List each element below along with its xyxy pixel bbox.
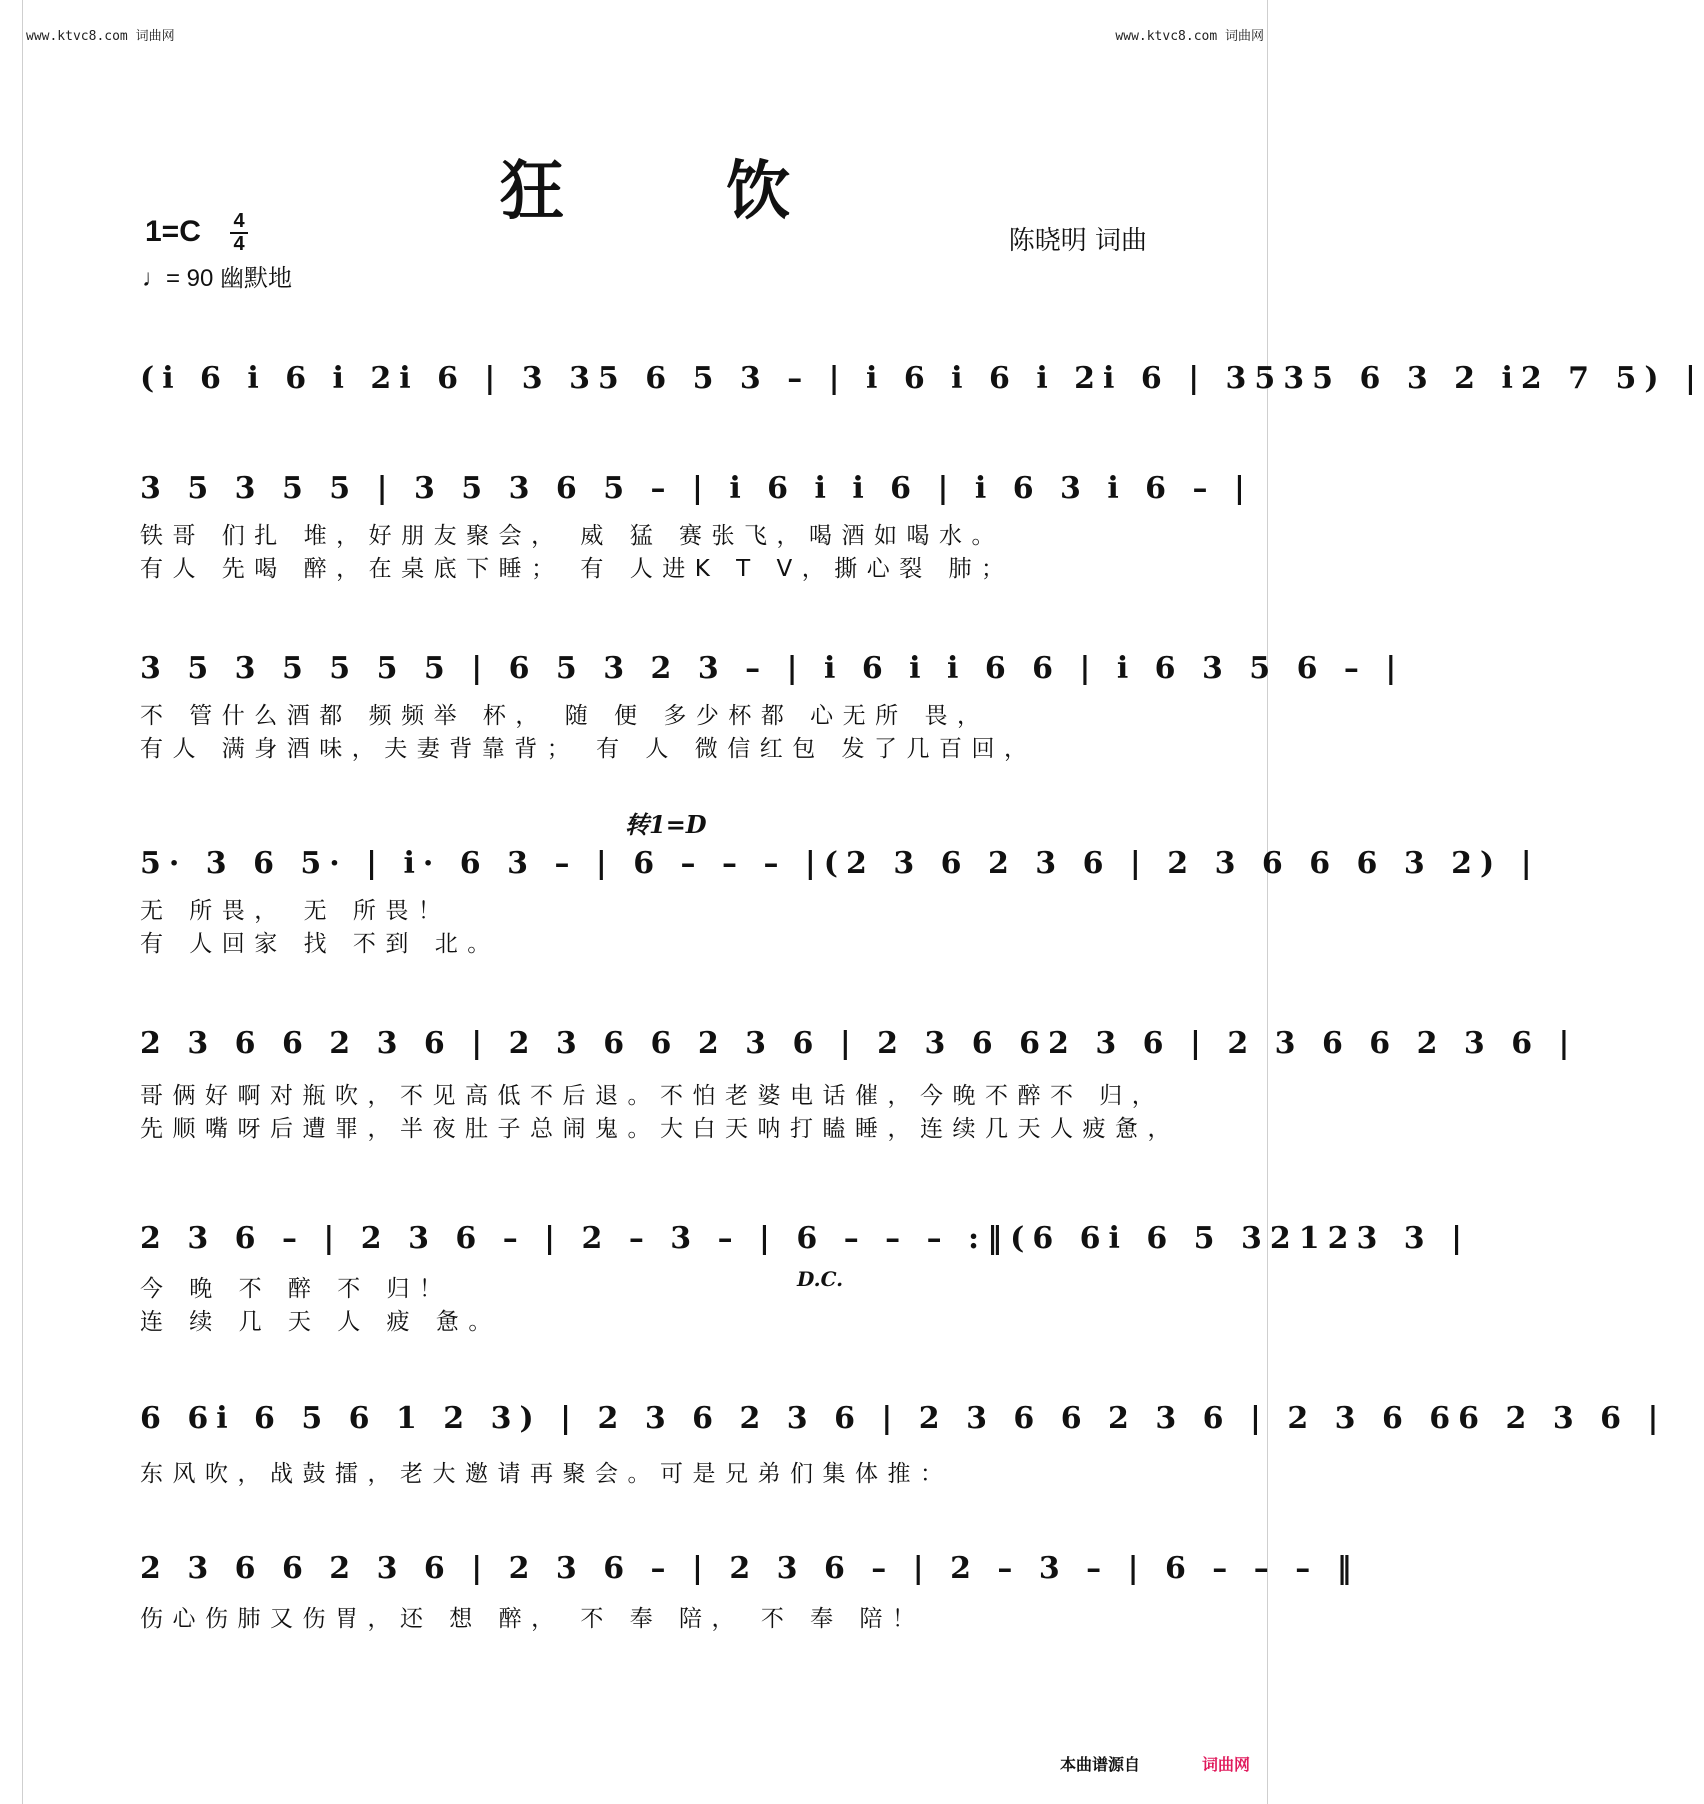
score-line <box>140 1540 1360 1598</box>
left-margin-strip <box>0 0 23 1804</box>
lyric-line: 有 人回家 找 不到 北。 <box>140 931 500 957</box>
score-line <box>140 350 1704 408</box>
time-signature <box>230 212 248 254</box>
footer-source-site[interactable]: 词曲网 <box>1201 1755 1250 1774</box>
lyric-line: 伤心伤肺又伤胃，还 想 醉， 不 奉 陪， 不 奉 陪！ <box>140 1606 925 1632</box>
lyric-line: 有人 先喝 醉，在桌底下睡； 有 人进K T V，撕心裂 肺； <box>140 556 1014 582</box>
score-notes: (i 6 i 6 i 2i 6 | 3 35 6 5 3 – | i 6 i 6 i 2i 6 | 3535 6 3 2 i2 7 5) | <box>140 361 1704 396</box>
score-notes: 2 3 6 6 2 3 6 | 2 3 6 – | 2 3 6 – | 2 – 3 – | 6 – – – ‖ <box>140 1551 1360 1586</box>
lyric-line: 连 续 几 天 人 疲 惫。 <box>140 1309 501 1335</box>
score-notes: 5· 3 6 5· | i· 6 3 – | 6 – – – |(2 3 6 2 3 6 | 2 3 6 6 6 3 2) | <box>140 846 1540 881</box>
dc-marking: D.C. <box>797 1267 844 1291</box>
author-credit: 陈晓明 词曲 <box>1008 226 1147 256</box>
score-notes: 2 3 6 – | 2 3 6 – | 2 – 3 – | 6 – – – :‖(6 6i 6 5 32123 3 | <box>140 1221 1471 1256</box>
header-site-left[interactable]: www.ktvc8.com 词曲网 <box>26 29 175 44</box>
score-notes: 3 5 3 5 5 | 3 5 3 6 5 – | i 6 i i 6 | i 6 3 i 6 – | <box>140 471 1253 506</box>
time-signature-top: 4 <box>233 210 245 232</box>
score-line <box>140 460 1253 518</box>
tempo-marking: ♩= 90 幽默地 <box>142 265 293 292</box>
song-title: 狂 饮 <box>499 154 861 229</box>
score-line <box>140 1015 1578 1073</box>
lyric-line: 有人 满身酒味，夫妻背靠背； 有 人 微信红包 发了几百回， <box>140 736 1037 762</box>
score-line <box>140 1210 1471 1268</box>
modulation-marking: 转1=D <box>625 810 707 839</box>
lyric-line: 哥俩好啊对瓶吹，不见高低不后退。不怕老婆电话催，今晚不醉不 归， <box>140 1083 1165 1109</box>
header-site-right[interactable]: www.ktvc8.com 词曲网 <box>1115 29 1264 44</box>
score-line <box>140 640 1405 698</box>
key-signature: 1=C <box>145 215 201 248</box>
lyric-line: 先顺嘴呀后遭罪，半夜肚子总闹鬼。大白天呐打瞌睡，连续几天人疲惫， <box>140 1116 1180 1142</box>
score-line <box>140 1390 1667 1448</box>
score-line <box>140 835 1540 893</box>
score-notes: 6 6i 6 5 6 1 2 3) | 2 3 6 2 3 6 | 2 3 6 6 2 3 6 | 2 3 6 66 2 3 6 | <box>140 1401 1667 1436</box>
lyric-line: 东风吹，战鼓擂，老大邀请再聚会。可是兄弟们集体推： <box>140 1461 953 1487</box>
right-margin-strip <box>1267 0 1290 1804</box>
lyric-line: 铁哥 们扎 堆，好朋友聚会， 威 猛 赛张飞，喝酒如喝水。 <box>140 523 1005 549</box>
score-notes: 3 5 3 5 5 5 5 | 6 5 3 2 3 – | i 6 i i 6 6 | i 6 3 5 6 – | <box>140 651 1405 686</box>
lyric-line: 无 所畏， 无 所畏！ <box>140 898 451 924</box>
time-signature-bottom: 4 <box>233 233 245 255</box>
footer-source-label: 本曲谱源自 <box>1059 1755 1140 1774</box>
score-notes: 2 3 6 6 2 3 6 | 2 3 6 6 2 3 6 | 2 3 6 62 3 6 | 2 3 6 6 2 3 6 | <box>140 1026 1578 1061</box>
lyric-line: 不 管什么酒都 频频举 杯， 随 便 多少杯都 心无所 畏， <box>140 703 990 729</box>
lyric-line: 今 晚 不 醉 不 归！ <box>140 1276 452 1302</box>
